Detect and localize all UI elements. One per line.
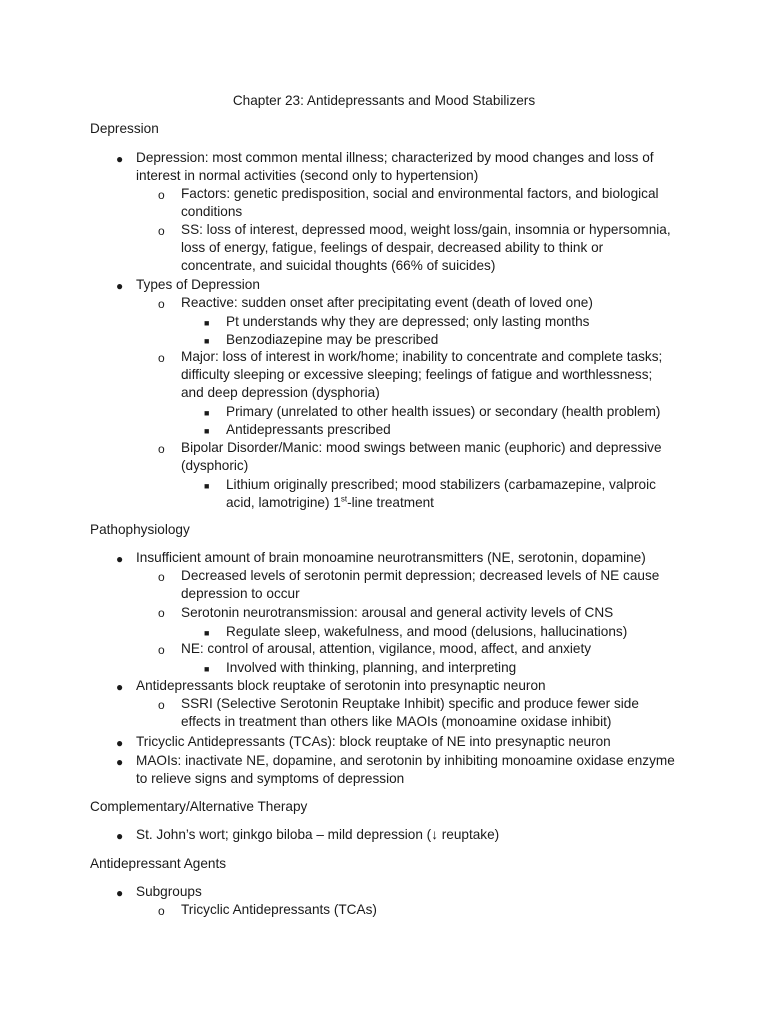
list-item: SSRI (Selective Serotonin Reuptake Inhibit) specific and produce fewer side effects in treatment than others like MAOIs (monoamine oxidase inhibit) [181, 696, 639, 730]
bullet-marker: o [158, 570, 165, 584]
list-item: Pt understands why they are depressed; only lasting months [226, 314, 590, 329]
bullet-marker: ● [116, 152, 124, 166]
list-item [226, 476, 676, 512]
bullet-marker: o [158, 224, 165, 238]
section-heading-pathophysiology: Pathophysiology [90, 522, 190, 537]
bullet-marker: ● [116, 680, 124, 694]
bullet-marker: ■ [204, 426, 210, 436]
list-item: Subgroups [136, 884, 202, 899]
list-item: Primary (unrelated to other health issues) or secondary (health problem) [226, 404, 661, 419]
section-heading-antidepressant-agents: Antidepressant Agents [90, 856, 227, 871]
bullet-marker: o [158, 643, 165, 657]
bullet-marker: o [158, 904, 165, 918]
section-heading-depression: Depression [90, 121, 159, 136]
bullet-marker: ■ [204, 481, 210, 491]
bullet-marker: o [158, 188, 165, 202]
bullet-marker: ● [116, 755, 124, 769]
bullet-marker: ● [116, 279, 124, 293]
page-title: Chapter 23: Antidepressants and Mood Stabilizers [232, 93, 536, 108]
list-item: Benzodiazepine may be prescribed [226, 332, 439, 347]
list-item-text: -line treatment [347, 495, 434, 511]
list-item: Antidepressants prescribed [226, 422, 391, 437]
bullet-marker: ■ [204, 408, 210, 418]
list-item: SS: loss of interest, depressed mood, weight loss/gain, insomnia or hypersomnia, loss of energy, fatigue, feelings of despair, decreased ability to think or concentrate, and suicidal thoughts (66% of suicides) [181, 222, 671, 274]
list-item: Serotonin neurotransmission: arousal and general activity levels of CNS [181, 605, 614, 620]
list-item: Reactive: sudden onset after precipitating event (death of loved one) [181, 295, 593, 310]
bullet-marker: ■ [204, 664, 210, 674]
list-item: Major: loss of interest in work/home; inability to concentrate and complete tasks; difficulty sleeping or excessive sleeping; feelings of fatigue and worthlessness; and deep depression (dysphoria) [181, 349, 663, 401]
bullet-marker: ■ [204, 628, 210, 638]
list-item: MAOIs: inactivate NE, dopamine, and serotonin by inhibiting monoamine oxidase enzyme to relieve signs and symptoms of depression [136, 753, 675, 787]
list-item-text: Lithium originally prescribed; mood stabilizers (carbamazepine, valproic acid, lamotrigine) 1 [226, 477, 656, 511]
bullet-marker: ● [116, 829, 124, 843]
list-item: Bipolar Disorder/Manic: mood swings between manic (euphoric) and depressive (dysphoric) [181, 440, 662, 474]
bullet-marker: ● [116, 886, 124, 900]
list-item: St. John’s wort; ginkgo biloba – mild depression (↓ reuptake) [136, 827, 500, 842]
list-item: Factors: genetic predisposition, social and environmental factors, and biological conditions [181, 186, 659, 220]
bullet-marker: o [158, 606, 165, 620]
bullet-marker: ● [116, 736, 124, 750]
list-item: Involved with thinking, planning, and interpreting [226, 660, 517, 675]
list-item: Tricyclic Antidepressants (TCAs): block reuptake of NE into presynaptic neuron [136, 734, 611, 749]
list-item: Depression: most common mental illness; characterized by mood changes and loss of interest in normal activities (second only to hypertension) [136, 150, 654, 184]
superscript: st [340, 494, 348, 504]
section-heading-complementary: Complementary/Alternative Therapy [90, 799, 308, 814]
list-item: Decreased levels of serotonin permit depression; decreased levels of NE cause depression to occur [181, 568, 660, 602]
list-item: NE: control of arousal, attention, vigilance, mood, affect, and anxiety [181, 641, 592, 656]
list-item: Insufficient amount of brain monoamine neurotransmitters (NE, serotonin, dopamine) [136, 550, 646, 565]
bullet-marker: o [158, 297, 165, 311]
bullet-marker: ■ [204, 318, 210, 328]
bullet-marker: o [158, 698, 165, 712]
bullet-marker: ● [116, 552, 124, 566]
list-item: Types of Depression [136, 277, 260, 292]
list-item: Tricyclic Antidepressants (TCAs) [181, 902, 377, 917]
list-item: Regulate sleep, wakefulness, and mood (delusions, hallucinations) [226, 624, 628, 639]
bullet-marker: ■ [204, 336, 210, 346]
bullet-marker: o [158, 442, 165, 456]
bullet-marker: o [158, 351, 165, 365]
list-item: Antidepressants block reuptake of serotonin into presynaptic neuron [136, 678, 546, 693]
